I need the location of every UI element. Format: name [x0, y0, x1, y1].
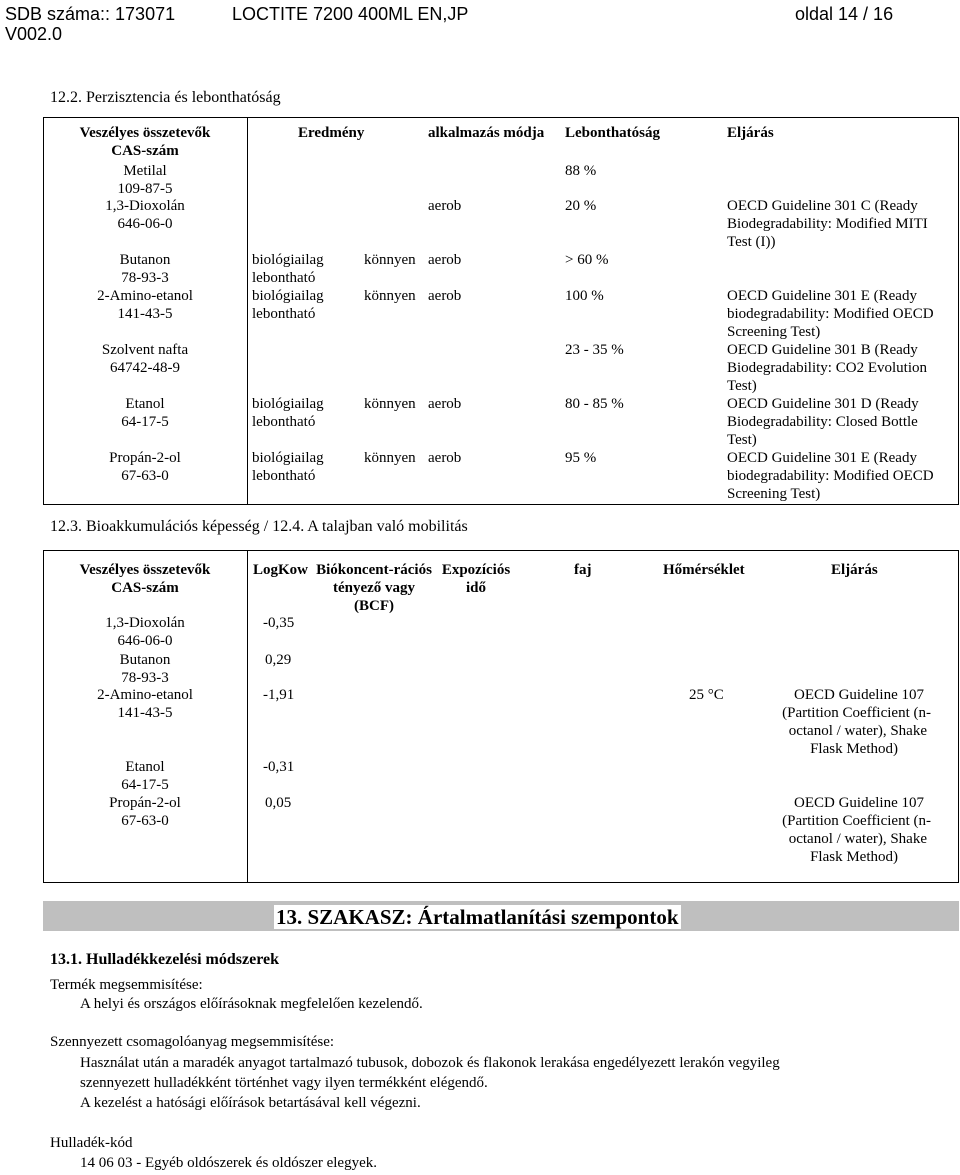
- substance-name: 1,3-Dioxolán: [105, 615, 185, 631]
- method-line: octanol / water), Shake: [788, 831, 927, 847]
- section-12-2-title: 12.2. Perzisztencia és lebonthatóság: [50, 89, 281, 106]
- col-header-cas: CAS-szám: [111, 580, 179, 596]
- method-line: octanol / water), Shake: [788, 723, 927, 739]
- page-number: oldal 14 / 16: [795, 4, 894, 24]
- substance-name: Etanol: [125, 759, 165, 775]
- substance-name: Propán-2-ol: [109, 450, 181, 466]
- section-13-1-title: 13.1. Hulladékkezelési módszerek: [50, 951, 280, 968]
- method-line: Test (I)): [727, 234, 776, 250]
- col-header-degradability: Lebonthatóság: [565, 125, 661, 141]
- substance-cas: 64-17-5: [121, 777, 169, 793]
- method-line: Flask Method): [810, 741, 898, 757]
- method-line: Flask Method): [810, 849, 898, 865]
- application-mode: aerob: [428, 198, 462, 214]
- col-header-exposure: idő: [465, 580, 486, 596]
- method-line: OECD Guideline 301 D (Ready: [727, 396, 919, 412]
- result-easy: könnyen: [364, 252, 416, 268]
- application-mode: aerob: [428, 396, 462, 412]
- result-text: lebontható: [252, 306, 316, 322]
- col-header-substance: Veszélyes összetevők: [79, 562, 211, 578]
- method-line: Test): [727, 378, 757, 394]
- result-text: biológiailag: [252, 450, 324, 466]
- method-line: biodegradability: Modified OECD: [727, 468, 934, 484]
- product-disposal-text: A helyi és országos előírásoknak megfelelően kezelendő.: [80, 996, 423, 1012]
- packaging-disposal-text: Használat után a maradék anyagot tartalmazó tubusok, dobozok és flakonok lerakása engedélyezett lerakón vegyileg: [80, 1055, 780, 1071]
- method-line: (Partition Coefficient (n-: [782, 813, 931, 829]
- method-line: Biodegradability: CO2 Evolution: [727, 360, 927, 376]
- col-header-substance: Veszélyes összetevők: [79, 125, 211, 141]
- substance-cas: 646-06-0: [117, 633, 173, 649]
- substance-cas: 64742-48-9: [110, 360, 180, 376]
- method-line: OECD Guideline 301 E (Ready: [727, 450, 917, 466]
- col-header-method: Eljárás: [727, 125, 774, 141]
- logkow-value: -0,35: [263, 615, 295, 631]
- substance-name: 2-Amino-etanol: [97, 288, 193, 304]
- waste-code-label: Hulladék-kód: [50, 1135, 133, 1151]
- substance-cas: 141-43-5: [117, 306, 173, 322]
- packaging-disposal-label: Szennyezett csomagolóanyag megsemmisítése:: [50, 1034, 335, 1050]
- method-line: OECD Guideline 301 E (Ready: [727, 288, 917, 304]
- product-disposal-label: Termék megsemmisítése:: [50, 977, 203, 993]
- substance-cas: 646-06-0: [117, 216, 173, 232]
- persistence-table-divider: [247, 117, 248, 505]
- col-header-exposure: Expozíciós: [441, 562, 511, 578]
- application-mode: aerob: [428, 450, 462, 466]
- method-line: Screening Test): [727, 486, 821, 502]
- degradability-value: 23 - 35 %: [565, 342, 624, 358]
- substance-cas: 67-63-0: [121, 468, 169, 484]
- substance-cas: 64-17-5: [121, 414, 169, 430]
- substance-cas: 78-93-3: [121, 270, 169, 286]
- degradability-value: > 60 %: [565, 252, 609, 268]
- result-text: biológiailag: [252, 252, 324, 268]
- substance-cas: 141-43-5: [117, 705, 173, 721]
- col-header-logkow: LogKow: [253, 562, 309, 578]
- method-line: OECD Guideline 301 B (Ready: [727, 342, 918, 358]
- col-header-temperature: Hőmérséklet: [663, 562, 745, 578]
- col-header-bcf: tényező vagy: [332, 580, 416, 596]
- substance-name: 2-Amino-etanol: [97, 687, 193, 703]
- substance-name: Metilal: [123, 163, 167, 179]
- substance-name: Butanon: [119, 652, 171, 668]
- method-line: (Partition Coefficient (n-: [782, 705, 931, 721]
- result-text: lebontható: [252, 270, 316, 286]
- degradability-value: 88 %: [565, 163, 597, 179]
- method-line: Biodegradability: Modified MITI: [727, 216, 928, 232]
- method-line: Test): [727, 432, 757, 448]
- degradability-value: 100 %: [565, 288, 604, 304]
- product-name: LOCTITE 7200 400ML EN,JP: [232, 4, 469, 24]
- col-header-bcf: (BCF): [354, 598, 394, 614]
- result-text: lebontható: [252, 468, 316, 484]
- col-header-species: faj: [574, 562, 592, 578]
- substance-cas: 78-93-3: [121, 670, 169, 686]
- col-header-result: Eredmény: [298, 125, 365, 141]
- section-12-3-title: 12.3. Bioakkumulációs képesség / 12.4. A talajban való mobilitás: [50, 518, 468, 535]
- version: V002.0: [5, 24, 63, 44]
- method-line: OECD Guideline 107: [794, 687, 924, 703]
- bioaccumulation-table-divider: [247, 550, 248, 883]
- substance-name: Szolvent nafta: [101, 342, 189, 358]
- result-text: biológiailag: [252, 288, 324, 304]
- temperature-value: 25 °C: [689, 687, 724, 703]
- col-header-cas: CAS-szám: [111, 143, 179, 159]
- col-header-mode: alkalmazás módja: [428, 125, 545, 141]
- packaging-disposal-text: A kezelést a hatósági előírások betartásával kell végezni.: [80, 1095, 421, 1111]
- substance-name: Etanol: [125, 396, 165, 412]
- section-13-title: 13. SZAKASZ: Ártalmatlanítási szempontok: [276, 905, 679, 929]
- packaging-disposal-text: szennyezett hulladékként történhet vagy ilyen termékként elégendő.: [80, 1075, 488, 1091]
- degradability-value: 80 - 85 %: [565, 396, 624, 412]
- logkow-value: -1,91: [263, 687, 295, 703]
- substance-cas: 109-87-5: [117, 181, 173, 197]
- method-line: OECD Guideline 301 C (Ready: [727, 198, 918, 214]
- application-mode: aerob: [428, 288, 462, 304]
- waste-code-text: 14 06 03 - Egyéb oldószerek és oldószer elegyek.: [80, 1155, 377, 1171]
- col-header-method: Eljárás: [831, 562, 878, 578]
- result-easy: könnyen: [364, 288, 416, 304]
- substance-name: Propán-2-ol: [109, 795, 181, 811]
- logkow-value: 0,29: [265, 652, 292, 668]
- method-line: biodegradability: Modified OECD: [727, 306, 934, 322]
- result-text: lebontható: [252, 414, 316, 430]
- result-text: biológiailag: [252, 396, 324, 412]
- application-mode: aerob: [428, 252, 462, 268]
- logkow-value: 0,05: [265, 795, 292, 811]
- sdb-number: SDB száma:: 173071: [5, 4, 176, 24]
- degradability-value: 20 %: [565, 198, 597, 214]
- result-easy: könnyen: [364, 396, 416, 412]
- result-easy: könnyen: [364, 450, 416, 466]
- method-line: Biodegradability: Closed Bottle: [727, 414, 918, 430]
- col-header-bcf: Biókoncent-rációs: [316, 562, 432, 578]
- substance-name: Butanon: [119, 252, 171, 268]
- logkow-value: -0,31: [263, 759, 295, 775]
- method-line: Screening Test): [727, 324, 821, 340]
- degradability-value: 95 %: [565, 450, 597, 466]
- method-line: OECD Guideline 107: [794, 795, 924, 811]
- substance-cas: 67-63-0: [121, 813, 169, 829]
- substance-name: 1,3-Dioxolán: [105, 198, 185, 214]
